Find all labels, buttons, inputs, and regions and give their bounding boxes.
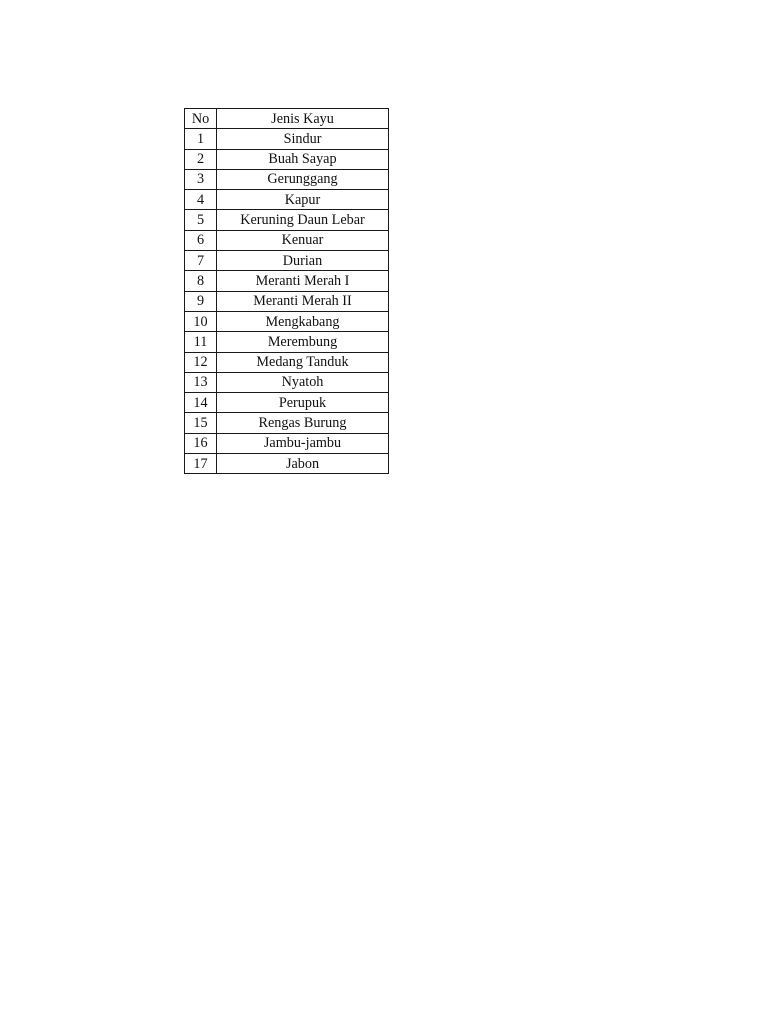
row-number: 1 <box>185 129 217 149</box>
row-number: 15 <box>185 413 217 433</box>
wood-type-name: Buah Sayap <box>217 149 389 169</box>
wood-species-table <box>184 108 389 474</box>
table-row <box>185 190 389 210</box>
table-row <box>185 271 389 291</box>
table-row <box>185 129 389 149</box>
wood-type-name: Perupuk <box>217 393 389 413</box>
row-number: 6 <box>185 230 217 250</box>
row-number: 4 <box>185 190 217 210</box>
wood-type-name: Medang Tanduk <box>217 352 389 372</box>
table-row <box>185 332 389 352</box>
header-no: No <box>185 109 217 129</box>
table-row <box>185 454 389 474</box>
table-row <box>185 230 389 250</box>
wood-type-name: Meranti Merah II <box>217 291 389 311</box>
row-number: 9 <box>185 291 217 311</box>
wood-type-name: Nyatoh <box>217 372 389 392</box>
table-row <box>185 251 389 271</box>
wood-type-name: Rengas Burung <box>217 413 389 433</box>
wood-type-name: Kenuar <box>217 230 389 250</box>
row-number: 8 <box>185 271 217 291</box>
wood-type-name: Durian <box>217 251 389 271</box>
wood-type-name: Kapur <box>217 190 389 210</box>
wood-type-name: Keruning Daun Lebar <box>217 210 389 230</box>
header-wood-type: Jenis Kayu <box>217 109 389 129</box>
wood-type-name: Jambu-jambu <box>217 433 389 453</box>
wood-type-name: Mengkabang <box>217 311 389 331</box>
table-body <box>185 129 389 474</box>
table-row <box>185 311 389 331</box>
row-number: 13 <box>185 372 217 392</box>
row-number: 14 <box>185 393 217 413</box>
wood-type-name: Sindur <box>217 129 389 149</box>
table-header-row <box>185 109 389 129</box>
table-row <box>185 352 389 372</box>
row-number: 3 <box>185 169 217 189</box>
wood-type-name: Gerunggang <box>217 169 389 189</box>
table-row <box>185 149 389 169</box>
row-number: 10 <box>185 311 217 331</box>
wood-type-name: Merembung <box>217 332 389 352</box>
table-row <box>185 210 389 230</box>
wood-type-name: Meranti Merah I <box>217 271 389 291</box>
table-row <box>185 372 389 392</box>
row-number: 16 <box>185 433 217 453</box>
row-number: 5 <box>185 210 217 230</box>
table-row <box>185 413 389 433</box>
row-number: 11 <box>185 332 217 352</box>
table-row <box>185 393 389 413</box>
table-row <box>185 169 389 189</box>
table-row <box>185 433 389 453</box>
wood-type-name: Jabon <box>217 454 389 474</box>
table-row <box>185 291 389 311</box>
row-number: 2 <box>185 149 217 169</box>
row-number: 17 <box>185 454 217 474</box>
row-number: 7 <box>185 251 217 271</box>
row-number: 12 <box>185 352 217 372</box>
